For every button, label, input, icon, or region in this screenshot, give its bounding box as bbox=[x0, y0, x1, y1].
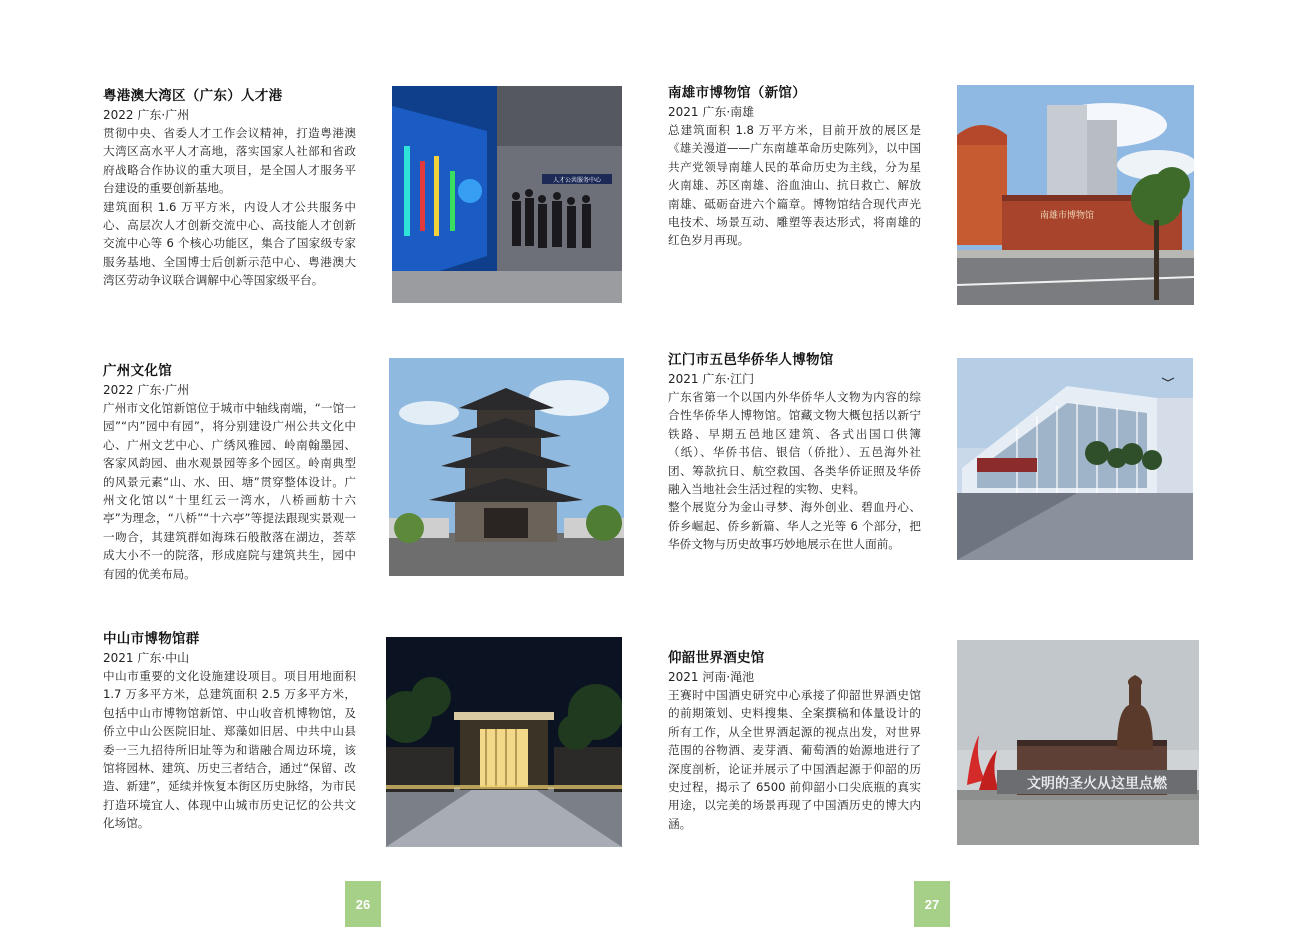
entry-meta: 2022 广东·广州 bbox=[103, 108, 190, 122]
entry-paragraph: 整个展览分为金山寻梦、海外创业、碧血丹心、侨乡崛起、侨乡新篇、华人之光等 6 个部分，把华侨文物与历史故事巧妙地展示在世人面前。 bbox=[668, 500, 921, 552]
page-number-right: 27 bbox=[914, 881, 950, 927]
entry-meta: 2021 河南·渑池 bbox=[668, 670, 755, 684]
entry-talent-port bbox=[103, 87, 356, 290]
photo-talent-port bbox=[392, 86, 622, 303]
entry-title: 粤港澳大湾区（广东）人才港 bbox=[103, 88, 283, 104]
photo-nanxiong-museum bbox=[957, 85, 1194, 305]
entry-paragraph: 中山市重要的文化设施建设项目。项目用地面积 1.7 万多平方米，总建筑面积 2.5 万多平方米，包括中山市博物馆新馆、中山收音机博物馆，及侨立中山公医院旧址、郑藻如旧居、中共中山县委一三九招待所旧址等为和谐融合周边环境，该馆将园林、建筑、历史三者结合，通过“保留、改造、新建”，延续并恢复本街区历史脉络，为市民打造环境宜人、体现中山城市历史记忆的公共文化场馆。 bbox=[103, 669, 356, 831]
entry-paragraph: 广州市文化馆新馆位于城市中轴线南端，“一馆一园”“内”园中有园”，将分别建设广州公共文化中心、广州文艺中心、广绣风雅园、岭南翰墨园、客家风韵园、曲水观景园等多个园区。岭南典型的风景元素“山、水、田、塘”贯穿整体设计。广州文化馆以“十里红云一湾水，八桥画舫十六亭”为理念，“八桥”“十六亭”等提法跟现实景观一一吻合，其建筑群如海珠石般散落在湖边，荟萃成大小不一的院落，形成庭院与建筑共生，园中有园的优美布局。 bbox=[103, 401, 356, 581]
photo-zhongshan-museums bbox=[386, 637, 622, 847]
photo-wuyi-overseas-museum bbox=[957, 358, 1193, 560]
entry-meta: 2021 广东·江门 bbox=[668, 372, 755, 386]
photo-guangzhou-culture-hall bbox=[389, 358, 624, 576]
entry-meta: 2021 广东·南雄 bbox=[668, 105, 755, 119]
entry-meta: 2021 广东·中山 bbox=[103, 651, 190, 665]
entry-body bbox=[668, 686, 921, 833]
entry-title: 南雄市博物馆（新馆） bbox=[668, 85, 806, 101]
entry-nanxiong-museum bbox=[668, 84, 921, 250]
photo-sign: 人才公共服务中心 bbox=[552, 177, 602, 184]
entry-paragraph: 贯彻中央、省委人才工作会议精神，打造粤港澳大湾区高水平人才高地，落实国家人社部和省政府战略合作协议的重大项目，是全国人才服务平台建设的重要创新基地。 bbox=[103, 126, 356, 196]
entry-paragraph: 建筑面积 1.6 万平方米，内设人才公共服务中心、高层次人才创新交流中心、高技能人才创新交流中心等 6 个核心功能区，集合了国家级专家服务基地、全国博士后创新示范中心、粤港澳大湾区劳动争议联合调解中心等国家级平台。 bbox=[103, 199, 356, 288]
entry-zhongshan-museums bbox=[103, 630, 356, 833]
entry-title: 江门市五邑华侨华人博物馆 bbox=[668, 352, 834, 368]
photo-sign: 文明的圣火从这里点燃 bbox=[1027, 776, 1167, 792]
photo-sign: 南雄市博物馆 bbox=[1039, 211, 1095, 221]
entry-title: 中山市博物馆群 bbox=[103, 631, 200, 647]
entry-body bbox=[103, 399, 356, 583]
entry-yangshao-wine-museum bbox=[668, 649, 921, 833]
entry-wuyi-overseas-museum bbox=[668, 351, 921, 554]
entry-guangzhou-culture-hall bbox=[103, 362, 356, 583]
entry-paragraph: 广东省第一个以国内外华侨华人文物为内容的综合性华侨华人博物馆。馆藏文物大概包括以新宁铁路、早期五邑地区建筑、各式出国口供簿（纸）、华侨书信、银信（侨批）、五邑海外社团、筹款抗日、航空救国、各类华侨证照及华侨融入当地社会生活过程的实物、史料。 bbox=[668, 390, 921, 497]
entry-title: 广州文化馆 bbox=[103, 363, 172, 379]
photo-yangshao-wine-museum bbox=[957, 640, 1199, 845]
entry-title: 仰韶世界酒史馆 bbox=[668, 650, 765, 666]
entry-paragraph: 总建筑面积 1.8 万平方米，目前开放的展区是《雄关漫道——广东南雄革命历史陈列》，以中国共产党领导南雄人民的革命历史为主线，分为星火南雄、苏区南雄、浴血油山、抗日救亡、解放南雄、砥砺奋进六个篇章。博物馆结合现代声光电技术、场景互动、雕塑等表达形式，将南雄的红色岁月再现。 bbox=[668, 123, 921, 248]
entry-body bbox=[668, 388, 921, 554]
entry-body bbox=[668, 121, 921, 250]
page-number-left: 26 bbox=[345, 881, 381, 927]
entry-paragraph: 王赛时中国酒史研究中心承接了仰韶世界酒史馆的前期策划、史料搜集、全案撰稿和体量设计的所有工作，从全世界酒起源的视点出发，对世界范围的谷物酒、麦芽酒、葡萄酒的始源地进行了深度剖析，论证并展示了中国酒起源于仰韶的历史过程，揭示了 6500 前仰韶小口尖底瓶的真实用途，以完美的场景再现了中国酒历史的博大内涵。 bbox=[668, 688, 921, 831]
entry-meta: 2022 广东·广州 bbox=[103, 383, 190, 397]
entry-body bbox=[103, 124, 356, 290]
entry-body bbox=[103, 667, 356, 833]
